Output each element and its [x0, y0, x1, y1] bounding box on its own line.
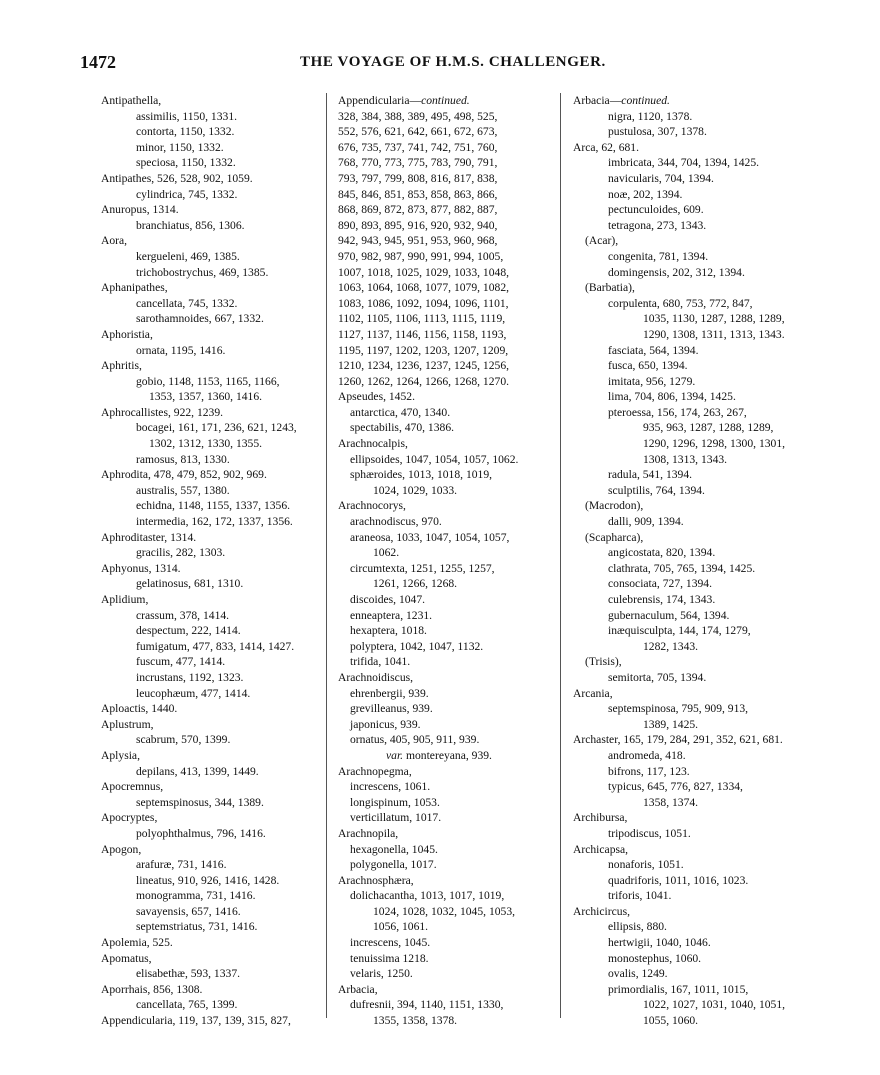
index-heading: Archaster, 165, 179, 284, 291, 352, 621, 681.: [573, 733, 783, 747]
index-entry: spectabilis, 470, 1386.: [350, 421, 455, 435]
index-heading: Arachnoidiscus,: [338, 670, 414, 684]
index-entry: noæ, 202, 1394.: [608, 187, 683, 201]
index-entry: inæquisculpta, 144, 174, 1279,: [608, 624, 751, 638]
index-entry: 1389, 1425.: [643, 717, 699, 731]
index-entry: (Macrodon),: [585, 499, 644, 513]
index-entry: araneosa, 1033, 1047, 1054, 1057,: [350, 530, 510, 544]
index-heading: Arca, 62, 681.: [573, 140, 640, 154]
index-entry: nigra, 1120, 1378.: [608, 109, 693, 123]
index-entry: scabrum, 570, 1399.: [136, 733, 231, 747]
index-heading: Arachnocalpis,: [338, 437, 408, 451]
index-entry: septemstriatus, 731, 1416.: [136, 920, 258, 934]
index-entry: elisabethæ, 593, 1337.: [136, 967, 241, 981]
index-entry: dolichacantha, 1013, 1017, 1019,: [350, 889, 505, 903]
index-entry: echidna, 1148, 1155, 1337, 1356.: [136, 499, 291, 513]
index-heading: 1210, 1234, 1236, 1237, 1245, 1256,: [338, 359, 510, 373]
index-entry: congenita, 781, 1394.: [608, 249, 709, 263]
index-entry: nonaforis, 1051.: [608, 858, 684, 872]
index-heading: 1127, 1137, 1146, 1156, 1158, 1193,: [338, 327, 507, 341]
index-entry: sarothamnoides, 667, 1332.: [136, 312, 264, 326]
index-heading: 1260, 1262, 1264, 1266, 1268, 1270.: [338, 374, 510, 388]
index-entry: sphæroides, 1013, 1018, 1019,: [350, 468, 493, 482]
index-entry: tenuissima 1218.: [350, 951, 429, 965]
index-entry: ornata, 1195, 1416.: [136, 343, 226, 357]
index-entry: domingensis, 202, 312, 1394.: [608, 265, 745, 279]
index-heading: Aphyonus, 1314.: [101, 561, 181, 575]
index-entry: trifida, 1041.: [350, 655, 411, 669]
index-entry: hexaptera, 1018.: [350, 624, 427, 638]
index-entry: dufresnii, 394, 1140, 1151, 1330,: [350, 998, 504, 1012]
index-entry: navicularis, 704, 1394.: [608, 171, 714, 185]
index-entry: lineatus, 910, 926, 1416, 1428.: [136, 873, 280, 887]
index-heading: Archicapsa,: [573, 842, 629, 856]
index-heading: 793, 797, 799, 808, 816, 817, 838,: [338, 171, 498, 185]
index-entry: leucophæum, 477, 1414.: [136, 686, 251, 700]
index-heading: Aphanipathes,: [101, 281, 168, 295]
index-heading: 552, 576, 621, 642, 661, 672, 673,: [338, 125, 498, 139]
column-divider: [560, 93, 561, 1018]
index-heading: Apolemia, 525.: [101, 936, 173, 950]
index-entry: fuscum, 477, 1414.: [136, 655, 226, 669]
index-entry: assimilis, 1150, 1331.: [136, 109, 238, 123]
index-entry: dalli, 909, 1394.: [608, 515, 684, 529]
index-entry: polyptera, 1042, 1047, 1132.: [350, 639, 484, 653]
index-heading: Apomatus,: [101, 951, 152, 965]
index-entry: angicostata, 820, 1394.: [608, 546, 716, 560]
index-entry: japonicus, 939.: [350, 717, 421, 731]
index-heading: Aphoristia,: [101, 327, 153, 341]
index-heading: Archicircus,: [573, 904, 630, 918]
index-entry: 1308, 1313, 1343.: [643, 452, 728, 466]
index-entry: 1290, 1308, 1311, 1313, 1343.: [643, 327, 785, 341]
index-entry: bifrons, 117, 123.: [608, 764, 690, 778]
index-entry: (Barbatia),: [585, 281, 635, 295]
index-entry: longispinum, 1053.: [350, 795, 440, 809]
index-heading: 1102, 1105, 1106, 1113, 1115, 1119,: [338, 312, 506, 326]
index-entry: depilans, 413, 1399, 1449.: [136, 764, 259, 778]
index-heading: 868, 869, 872, 873, 877, 882, 887,: [338, 203, 498, 217]
index-entry: arafuræ, 731, 1416.: [136, 858, 227, 872]
index-entry: australis, 557, 1380.: [136, 483, 230, 497]
index-entry: tripodiscus, 1051.: [608, 826, 691, 840]
index-entry: gobio, 1148, 1153, 1165, 1166,: [136, 374, 280, 388]
index-entry: corpulenta, 680, 753, 772, 847,: [608, 296, 753, 310]
index-entry: discoides, 1047.: [350, 593, 426, 606]
index-heading: 845, 846, 851, 853, 858, 863, 866,: [338, 187, 498, 201]
index-entry: increscens, 1045.: [350, 936, 431, 950]
index-heading: 890, 893, 895, 916, 920, 932, 940,: [338, 218, 498, 232]
index-heading: Aplustrum,: [101, 717, 154, 731]
index-heading: Aphritis,: [101, 359, 142, 373]
index-heading: Aporrhais, 856, 1308.: [101, 982, 203, 996]
index-entry: andromeda, 418.: [608, 748, 686, 762]
index-heading: Anuropus, 1314.: [101, 203, 179, 217]
index-entry: velaris, 1250.: [350, 967, 413, 981]
index-entry: 1022, 1027, 1031, 1040, 1051,: [643, 998, 786, 1012]
index-entry: hertwigii, 1040, 1046.: [608, 936, 711, 950]
index-heading: Arbacia—continued.: [573, 94, 670, 107]
index-heading: 1063, 1064, 1068, 1077, 1079, 1082,: [338, 281, 510, 295]
index-entry: minor, 1150, 1332.: [136, 140, 224, 154]
index-entry: (Acar),: [585, 234, 619, 248]
index-heading: 1083, 1086, 1092, 1094, 1096, 1101,: [338, 296, 509, 310]
index-entry: imbricata, 344, 704, 1394, 1425.: [608, 156, 760, 170]
index-entry: gelatinosus, 681, 1310.: [136, 577, 244, 591]
index-entry: triforis, 1041.: [608, 889, 672, 903]
index-heading: Aplysia,: [101, 748, 140, 762]
index-entry: pectunculoides, 609.: [608, 203, 704, 217]
index-heading: Aplidium,: [101, 593, 149, 606]
index-entry: (Scapharca),: [585, 530, 644, 544]
index-entry: 935, 963, 1287, 1288, 1289,: [643, 421, 774, 435]
index-entry: 1358, 1374.: [643, 795, 699, 809]
index-entry: crassum, 378, 1414.: [136, 608, 230, 622]
index-heading: Aploactis, 1440.: [101, 702, 178, 716]
index-entry: ramosus, 813, 1330.: [136, 452, 230, 466]
index-entry: fasciata, 564, 1394.: [608, 343, 699, 357]
index-heading: Apocremnus,: [101, 780, 164, 794]
index-entry: speciosa, 1150, 1332.: [136, 156, 236, 170]
index-entry: contorta, 1150, 1332.: [136, 125, 235, 139]
index-heading: 676, 735, 737, 741, 742, 751, 760,: [338, 140, 498, 154]
index-entry: septemspinosa, 795, 909, 913,: [608, 702, 749, 716]
index-entry: typicus, 645, 776, 827, 1334,: [608, 780, 743, 794]
index-heading: Aora,: [101, 234, 128, 248]
index-entry: 1353, 1357, 1360, 1416.: [149, 390, 263, 404]
index-heading: Apocryptes,: [101, 811, 158, 825]
index-heading: Arbacia,: [338, 982, 378, 996]
index-heading: 970, 982, 987, 990, 991, 994, 1005,: [338, 249, 504, 263]
index-heading: Arachnopegma,: [338, 764, 412, 778]
index-heading: 1195, 1197, 1202, 1203, 1207, 1209,: [338, 343, 509, 357]
index-heading: Arachnopila,: [338, 826, 399, 840]
index-entry: fusca, 650, 1394.: [608, 359, 688, 373]
index-entry: cancellata, 745, 1332.: [136, 296, 238, 310]
index-entry: savayensis, 657, 1416.: [136, 904, 241, 918]
index-entry: culebrensis, 174, 1343.: [608, 593, 716, 606]
index-heading: Arachnocorys,: [338, 499, 406, 513]
index-heading: Arcania,: [573, 686, 613, 700]
index-entry: 1355, 1358, 1378.: [373, 1014, 458, 1028]
index-entry: hexagonella, 1045.: [350, 842, 438, 856]
index-heading: Antipathella,: [101, 94, 162, 107]
index-heading: Aphroditaster, 1314.: [101, 530, 197, 544]
index-entry: despectum, 222, 1414.: [136, 624, 241, 638]
index-entry: 1024, 1028, 1032, 1045, 1053,: [373, 904, 516, 918]
index-entry: intermedia, 162, 172, 1337, 1356.: [136, 515, 293, 529]
index-entry: monogramma, 731, 1416.: [136, 889, 256, 903]
index-entry: ehrenbergii, 939.: [350, 686, 429, 700]
index-entry: imitata, 956, 1279.: [608, 374, 696, 388]
index-entry: sculptilis, 764, 1394.: [608, 483, 705, 497]
index-entry: ellipsis, 880.: [608, 920, 667, 934]
index-entry: cancellata, 765, 1399.: [136, 998, 238, 1012]
index-entry: pustulosa, 307, 1378.: [608, 125, 707, 139]
index-entry: var. montereyana, 939.: [386, 748, 492, 762]
index-column-3: [573, 93, 823, 1029]
index-entry: quadriforis, 1011, 1016, 1023.: [608, 873, 749, 887]
index-entry: 1302, 1312, 1330, 1355.: [149, 437, 263, 451]
index-entry: 1282, 1343.: [643, 639, 699, 653]
index-entry: gubernaculum, 564, 1394.: [608, 608, 730, 622]
index-entry: verticillatum, 1017.: [350, 811, 442, 825]
index-entry: increscens, 1061.: [350, 780, 431, 794]
index-entry: septemspinosus, 344, 1389.: [136, 795, 264, 809]
column-divider: [326, 93, 327, 1018]
index-entry: consociata, 727, 1394.: [608, 577, 712, 591]
index-heading: Aphrocallistes, 922, 1239.: [101, 405, 224, 419]
index-entry: trichobostrychus, 469, 1385.: [136, 265, 269, 279]
index-entry: ovalis, 1249.: [608, 967, 668, 981]
index-entry: grevilleanus, 939.: [350, 702, 433, 716]
index-entry: branchiatus, 856, 1306.: [136, 218, 245, 232]
index-heading: Appendicularia—continued.: [338, 94, 470, 107]
running-title: THE VOYAGE OF H.M.S. CHALLENGER.: [300, 54, 606, 70]
index-entry: 1035, 1130, 1287, 1288, 1289,: [643, 312, 785, 326]
index-entry: lima, 704, 806, 1394, 1425.: [608, 390, 736, 404]
index-entry: 1056, 1061.: [373, 920, 429, 934]
page-number: 1472: [80, 52, 116, 72]
page-header: [80, 52, 840, 78]
index-entry: tetragona, 273, 1343.: [608, 218, 707, 232]
index-entry: clathrata, 705, 765, 1394, 1425.: [608, 561, 756, 575]
index-entry: fumigatum, 477, 833, 1414, 1427.: [136, 639, 295, 653]
index-entry: ellipsoides, 1047, 1054, 1057, 1062.: [350, 452, 519, 466]
index-heading: Aphrodita, 478, 479, 852, 902, 969.: [101, 468, 267, 482]
index-heading: Apseudes, 1452.: [338, 390, 415, 404]
index-entry: arachnodiscus, 970.: [350, 515, 442, 529]
index-entry: (Trisis),: [585, 655, 622, 669]
index-entry: cylindrica, 745, 1332.: [136, 187, 238, 201]
index-entry: 1290, 1296, 1298, 1300, 1301,: [643, 437, 786, 451]
index-entry: primordialis, 167, 1011, 1015,: [608, 982, 749, 996]
index-heading: 942, 943, 945, 951, 953, 960, 968,: [338, 234, 498, 248]
index-heading: Apogon,: [101, 842, 142, 856]
index-entry: circumtexta, 1251, 1255, 1257,: [350, 561, 495, 575]
index-heading: Antipathes, 526, 528, 902, 1059.: [101, 171, 253, 185]
index-entry: incrustans, 1192, 1323.: [136, 670, 244, 684]
index-entry: antarctica, 470, 1340.: [350, 405, 451, 419]
index-heading: Appendicularia, 119, 137, 139, 315, 827,: [101, 1014, 291, 1028]
index-entry: kergueleni, 469, 1385.: [136, 249, 240, 263]
index-entry: monostephus, 1060.: [608, 951, 702, 965]
index-entry: semitorta, 705, 1394.: [608, 670, 707, 684]
index-entry: 1024, 1029, 1033.: [373, 483, 458, 497]
index-entry: ornatus, 405, 905, 911, 939.: [350, 733, 480, 747]
index-entry: 1261, 1266, 1268.: [373, 577, 458, 591]
index-heading: 328, 384, 388, 389, 495, 498, 525,: [338, 109, 498, 123]
index-entry: gracilis, 282, 1303.: [136, 546, 226, 560]
index-entry: 1062.: [373, 546, 400, 560]
index-entry: polygonella, 1017.: [350, 858, 437, 872]
index-entry: polyophthalmus, 796, 1416.: [136, 826, 266, 840]
index-column-2: [338, 93, 553, 1029]
index-heading: Arachnosphæra,: [338, 873, 414, 887]
index-entry: radula, 541, 1394.: [608, 468, 693, 482]
index-heading: 1007, 1018, 1025, 1029, 1033, 1048,: [338, 265, 510, 279]
index-entry: enneaptera, 1231.: [350, 608, 433, 622]
index-entry: pteroessa, 156, 174, 263, 267,: [608, 405, 747, 419]
index-heading: 768, 770, 773, 775, 783, 790, 791,: [338, 156, 498, 170]
index-column-1: [101, 93, 319, 1029]
index-entry: bocagei, 161, 171, 236, 621, 1243,: [136, 421, 297, 435]
index-entry: 1055, 1060.: [643, 1014, 699, 1028]
index-heading: Archibursa,: [573, 811, 628, 825]
